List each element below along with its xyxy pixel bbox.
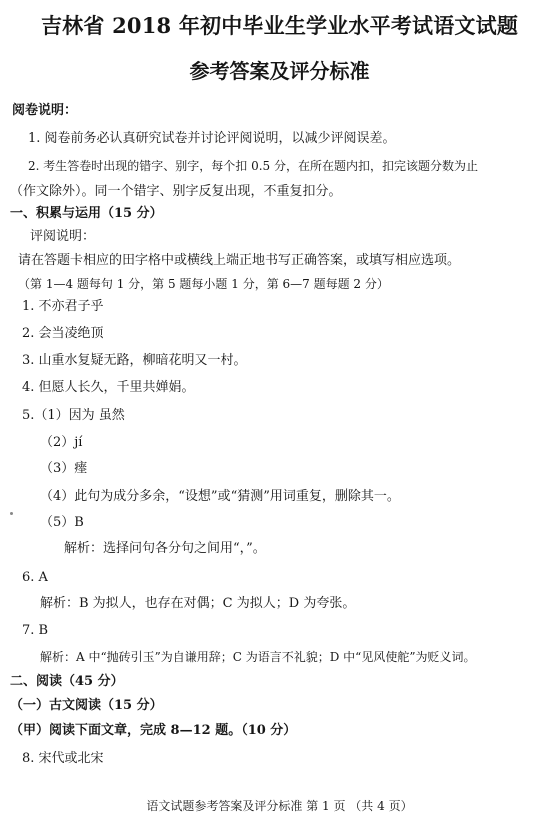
answer-5-part-2: （2）jí xyxy=(40,435,83,450)
section-1-score-note: （第 1—4 题每句 1 分，第 5 题每小题 1 分，第 6—7 题每题 2 分） xyxy=(18,277,389,291)
section-2-subsection-2: （甲）阅读下面文章，完成 8—12 题。（10 分） xyxy=(10,723,297,738)
section-1-eval-line: 请在答题卡相应的田字格中或横线上端正地书写正确答案，或填写相应选项。 xyxy=(18,253,461,268)
scan-speck xyxy=(10,512,13,515)
answer-5-part-1: 5.（1）因为 虽然 xyxy=(22,408,125,423)
answer-5-part-5: （5）B xyxy=(40,515,84,530)
answer-7: 7. B xyxy=(22,623,49,638)
instruction-item-1: 1. 阅卷前务必认真研究试卷并讨论评阅说明，以减少评阅误差。 xyxy=(28,131,396,146)
section-1-heading: 一、积累与运用（15 分） xyxy=(10,206,163,221)
answer-5-part-3: （3）瘗 xyxy=(40,461,88,476)
page-footer: 语文试题参考答案及评分标准 第 1 页 （共 4 页） xyxy=(146,799,413,813)
answer-8: 8. 宋代或北宋 xyxy=(22,751,104,766)
answer-1: 1. 不亦君子乎 xyxy=(22,299,104,314)
section-2-heading: 二、阅读（45 分） xyxy=(10,674,124,689)
answer-2: 2. 会当凌绝顶 xyxy=(22,326,104,341)
instructions-heading: 阅卷说明： xyxy=(12,103,78,118)
page-subtitle: 参考答案及评分标准 xyxy=(189,59,370,83)
instruction-item-2-line-2: （作文除外）。同一个错字、别字反复出现，不重复扣分。 xyxy=(10,184,342,199)
answer-5-part-4: （4）此句为成分多余，“设想”或“猜测”用词重复，删除其一。 xyxy=(40,489,400,504)
answer-7-analysis: 解析：A 中“抛砖引玉”为自谦用辞；C 为语言不礼貌；D 中“见风使舵”为贬义词。 xyxy=(40,650,476,664)
answer-6-analysis: 解析：B 为拟人，也存在对偶；C 为拟人；D 为夸张。 xyxy=(40,596,356,611)
answer-6: 6. A xyxy=(22,570,48,585)
answer-4: 4. 但愿人长久，千里共婵娟。 xyxy=(22,380,195,395)
instruction-item-2-line-1: 2. 考生答卷时出现的错字、别字，每个扣 0.5 分，在所在题内扣，扣完该题分数为止 xyxy=(28,159,478,173)
section-2-subsection-1: （一）古文阅读（15 分） xyxy=(10,698,163,713)
answer-5-analysis: 解析：选择问句各分句之间用“，”。 xyxy=(64,541,266,556)
page-title: 吉林省 2018 年初中毕业生学业水平考试语文试题 xyxy=(40,13,519,38)
answer-3: 3. 山重水复疑无路，柳暗花明又一村。 xyxy=(22,353,247,368)
section-1-eval-heading: 评阅说明： xyxy=(30,229,96,244)
